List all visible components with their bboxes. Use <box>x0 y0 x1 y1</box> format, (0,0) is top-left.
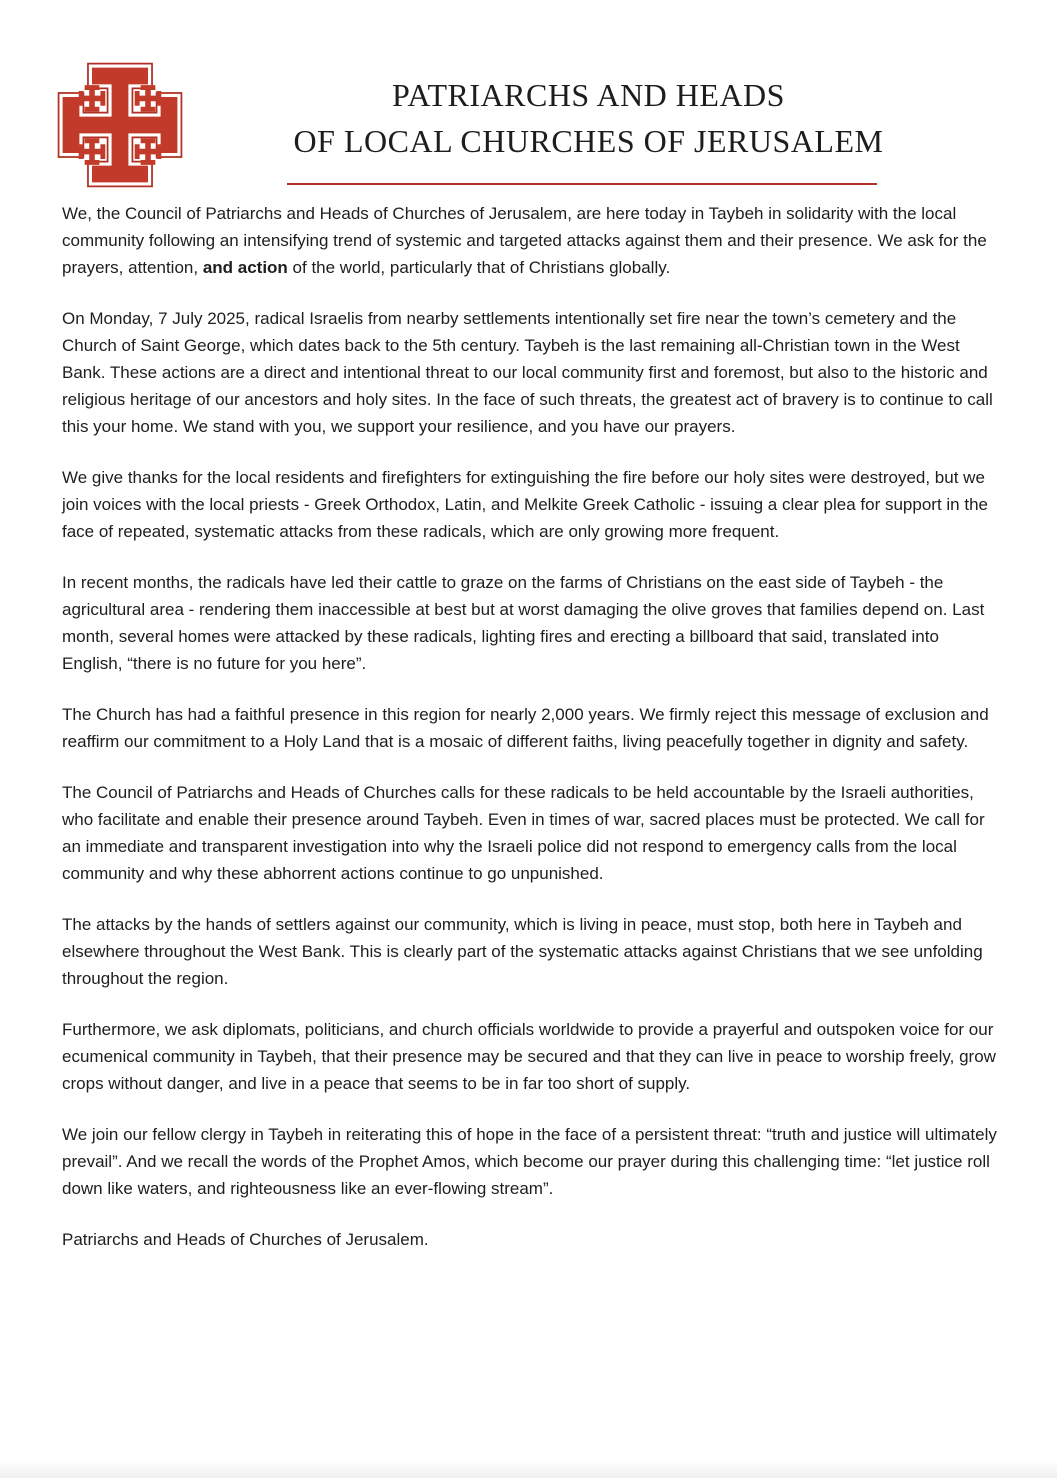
paragraph: The Council of Patriarchs and Heads of Churches calls for these radicals to be held accountable by the Israeli authorities, who facilitate and enable their presence around Taybeh. Even in times of war, sacred places must be protected. We call for an immediate and transparent investigation into why the Israeli police did not respond to emergency calls from the local community and why these abhorrent actions continue to go unpunished. <box>62 783 985 883</box>
header-divider-rule <box>287 183 877 185</box>
paragraph: We, the Council of Patriarchs and Heads of Churches of Jerusalem, are here today in Taybeh in solidarity with the local community following an intensifying trend of systemic and targeted attacks against them and their presence. We ask for the prayers, attention, and action of the world, particularly that of Christians globally. <box>62 204 987 277</box>
letterhead-title-line2: OF LOCAL CHURCHES OF JERUSALEM <box>293 123 884 159</box>
jerusalem-cross-icon <box>50 52 190 198</box>
paragraph: Furthermore, we ask diplomats, politicians, and church officials worldwide to provide a prayerful and outspoken voice for our ecumenical community in Taybeh, that their presence may be secured and that they can live in peace to worship freely, grow crops without danger, and live in a peace that seems to be in far too short of supply. <box>62 1020 996 1093</box>
paragraph: On Monday, 7 July 2025, radical Israelis from nearby settlements intentionally set fire near the town’s cemetery and the Church of Saint George, which dates back to the 5th century. Taybeh is the last remaining all-Christian town in the West Bank. These actions are a direct and intentional threat to our local community first and foremost, but also to the historic and religious heritage of our ancestors and holy sites. In the face of such threats, the greatest act of bravery is to continue to call this your home. We stand with you, we support your resilience, and you have our prayers. <box>62 309 993 436</box>
page-bottom-edge <box>0 1460 1057 1478</box>
signature-line: Patriarchs and Heads of Churches of Jerusalem. <box>62 1230 429 1249</box>
paragraph: We give thanks for the local residents and firefighters for extinguishing the fire before our holy sites were destroyed, but we join voices with the local priests - Greek Orthodox, Latin, and Melkite Greek Catholic - issuing a clear plea for support in the face of repeated, systematic attacks from these radicals, which are only growing more frequent. <box>62 468 988 541</box>
document-paragraphs <box>62 200 998 1202</box>
paragraph: We join our fellow clergy in Taybeh in reiterating this of hope in the face of a persistent threat: “truth and justice will ultimately prevail”. And we recall the words of the Prophet Amos, which become our prayer during this challenging time: “let justice roll down like waters, and righteousness like an ever-flowing stream”. <box>62 1125 997 1198</box>
paragraph: In recent months, the radicals have led their cattle to graze on the farms of Christians on the east side of Taybeh - the agricultural area - rendering them inaccessible at best but at worst damaging the olive groves that families depend on. Last month, several homes were attacked by these radicals, lighting fires and erecting a billboard that said, translated into English, “there is no future for you here”. <box>62 573 985 673</box>
paragraph: The Church has had a faithful presence in this region for nearly 2,000 years. We firmly reject this message of exclusion and reaffirm our commitment to a Holy Land that is a mosaic of different faiths, living peacefully together in dignity and safety. <box>62 705 989 751</box>
statement-body <box>62 200 998 1277</box>
letterhead-title <box>200 72 977 164</box>
paragraph: The attacks by the hands of settlers against our community, which is living in peace, must stop, both here in Taybeh and elsewhere throughout the West Bank. This is clearly part of the systematic attacks against Christians that we see unfolding throughout the region. <box>62 915 983 988</box>
letterhead-title-line1: PATRIARCHS AND HEADS <box>392 77 785 113</box>
